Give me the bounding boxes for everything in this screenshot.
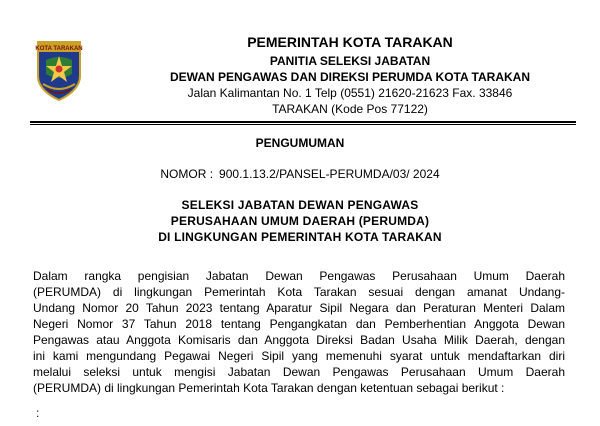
letterhead-address: Jalan Kalimantan No. 1 Telp (0551) 21620-21623 Fax. 33846 xyxy=(187,86,513,100)
emblem-text: KOTA TARAKAN xyxy=(35,46,83,52)
announcement-body xyxy=(33,268,565,396)
kota-tarakan-emblem-icon xyxy=(34,38,84,102)
letterhead-divider-thick xyxy=(30,121,576,123)
body-line: (PERUMDA) di lingkungan Pemerintah Kota Tarakan dengan ketentuan sebagai berikut : xyxy=(33,381,505,395)
body-line: Dalam rangka pengisian Jabatan Dewan Pengawas Perusahaan Umum Daerah xyxy=(33,269,565,283)
letterhead-committee: PANITIA SELEKSI JABATAN xyxy=(269,54,431,68)
announcement-number xyxy=(0,167,600,181)
letterhead-divider-thin xyxy=(30,124,576,125)
announcement-title-line: PERUSAHAAN UMUM DAERAH (PERUMDA) xyxy=(170,214,430,228)
body-line: Negeri Nomor 37 Tahun 2018 tentang Pengangkatan dan Pemberhentian Anggota Dewan xyxy=(33,317,565,331)
letterhead-city: TARAKAN (Kode Pos 77122) xyxy=(272,102,428,116)
body-line: (PERUMDA) di lingkungan Pemerintah Kota Tarakan sesuai dengan amanat Undang- xyxy=(33,285,565,299)
list-start-colon: : xyxy=(36,406,40,420)
letterhead-board: DEWAN PENGAWAS DAN DIREKSI PERUMDA KOTA TARAKAN xyxy=(169,70,530,84)
body-line: Pengawas atau Anggota Komisaris dan Anggota Direksi Badan Usaha Milik Daerah, dengan xyxy=(33,333,565,347)
announcement-title-line: DI LINGKUNGAN PEMERINTAH KOTA TARAKAN xyxy=(158,230,442,244)
body-line: ini kami mengundang Pegawai Negeri Sipil yang memenuhi syarat untuk mendaftarkan diri xyxy=(33,349,565,363)
nomor-label: NOMOR : xyxy=(160,167,214,181)
announcement-title-line: SELEKSI JABATAN DEWAN PENGAWAS xyxy=(181,198,419,212)
letterhead-title: PEMERINTAH KOTA TARAKAN xyxy=(247,34,453,50)
body-line: Undang Nomor 20 Tahun 2023 tentang Aparatur Sipil Negara dan Peraturan Menteri Dalam xyxy=(33,301,565,315)
nomor-value: 900.1.13.2/PANSEL-PERUMDA/03/ 2024 xyxy=(219,167,440,181)
body-line: melalui seleksi untuk mengisi Jabatan Dewan Pengawas Perusahaan Umum Daerah xyxy=(33,365,565,379)
announcement-heading: PENGUMUMAN xyxy=(255,136,345,150)
